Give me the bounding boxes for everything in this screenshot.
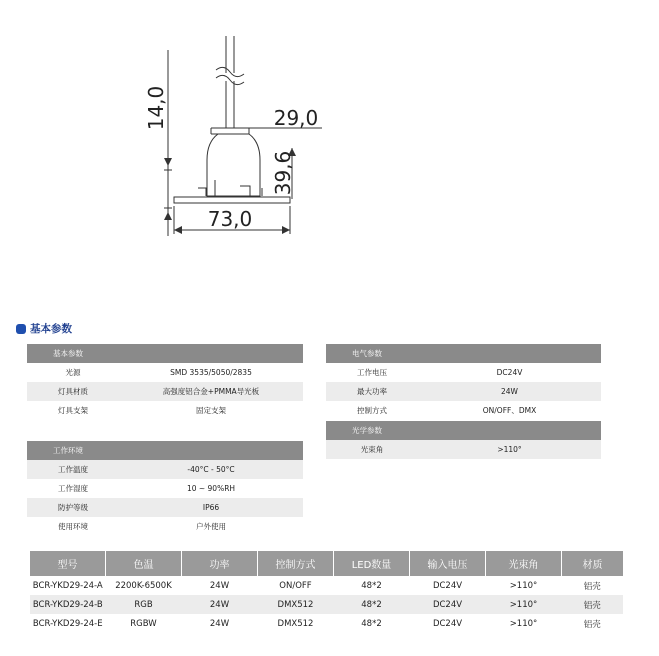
basic-params-panel xyxy=(27,344,303,420)
cell-beam-angle: >110° xyxy=(509,580,538,591)
col-header-cct: 色温 xyxy=(106,551,182,576)
param-value: 10 ~ 90%RH xyxy=(186,484,236,493)
param-row xyxy=(27,498,303,517)
param-key: 工作温度 xyxy=(58,465,88,474)
cell-model: BCR-YKD29-24-A xyxy=(32,580,103,591)
cell-control: ON/OFF xyxy=(279,580,312,591)
cell-voltage: DC24V xyxy=(410,595,486,614)
dim-height-cable: 14,0 xyxy=(144,85,168,131)
col-header-material: 材质 xyxy=(562,551,624,576)
cell-cct: RGB xyxy=(106,595,182,614)
cell-beam-angle: >110° xyxy=(509,618,538,629)
param-value: 户外使用 xyxy=(196,522,226,531)
col-header-control: 控制方式 xyxy=(258,551,334,576)
col-header-voltage: 输入电压 xyxy=(410,551,486,576)
param-row xyxy=(326,382,601,401)
dim-total-width: 73,0 xyxy=(207,207,253,231)
cell-beam-angle: >110° xyxy=(486,595,562,614)
cell-cct: 2200K-6500K xyxy=(115,580,172,591)
param-row xyxy=(27,363,303,382)
param-row xyxy=(27,479,303,498)
param-key: 控制方式 xyxy=(357,406,387,415)
table-row xyxy=(30,614,623,633)
param-key: 工作湿度 xyxy=(58,484,88,493)
cell-cct: RGBW xyxy=(130,618,157,629)
param-row xyxy=(27,401,303,420)
col-header-led-count: LED数量 xyxy=(334,551,410,576)
param-key: 光束角 xyxy=(360,445,384,454)
cell-control: DMX512 xyxy=(277,618,314,629)
cable-line xyxy=(226,36,234,128)
electrical-header: 电气参数 xyxy=(326,344,601,363)
cell-voltage: DC24V xyxy=(432,618,463,629)
table-row xyxy=(30,595,623,614)
dimension-drawing xyxy=(0,0,659,300)
cell-power: 24W xyxy=(182,595,258,614)
base-plate xyxy=(174,197,290,203)
col-header-power: 功率 xyxy=(182,551,258,576)
cell-material: 铝壳 xyxy=(562,595,624,614)
electrical-panel xyxy=(326,344,601,420)
cell-control: DMX512 xyxy=(258,595,334,614)
bullet-icon xyxy=(16,324,26,334)
cable-break xyxy=(216,67,244,84)
param-key: 最大功率 xyxy=(357,387,387,396)
optical-header: 光学参数 xyxy=(326,421,601,440)
param-value: DC24V xyxy=(496,368,523,377)
param-key: 工作电压 xyxy=(357,368,387,377)
param-value: 24W xyxy=(501,387,518,396)
cell-led-count: 48*2 xyxy=(361,580,382,591)
cell-power: 24W xyxy=(209,580,230,591)
section-title xyxy=(16,321,72,336)
param-row xyxy=(27,517,303,536)
table-header-row xyxy=(30,551,623,576)
col-header-model: 型号 xyxy=(30,551,106,576)
cell-model: BCR-YKD29-24-B xyxy=(30,595,106,614)
param-key: 灯具材质 xyxy=(58,387,88,396)
cell-power: 24W xyxy=(209,618,230,629)
param-value: 高强度铝合金+PMMA导光板 xyxy=(162,387,260,396)
param-value: ON/OFF、DMX xyxy=(482,406,537,415)
param-row xyxy=(27,460,303,479)
environment-header: 工作环境 xyxy=(27,441,303,460)
param-value: 固定支架 xyxy=(196,406,226,415)
cell-model: BCR-YKD29-24-E xyxy=(32,618,103,629)
col-header-beam-angle: 光束角 xyxy=(486,551,562,576)
param-key: 光源 xyxy=(65,368,81,377)
cell-led-count: 48*2 xyxy=(334,595,410,614)
param-row xyxy=(27,382,303,401)
param-value: >110° xyxy=(497,445,522,454)
param-row xyxy=(326,401,601,420)
spec-table xyxy=(30,551,623,633)
table-row xyxy=(30,576,623,595)
param-value: SMD 3535/5050/2835 xyxy=(170,368,252,377)
dim-body-height: 39,6 xyxy=(271,150,295,196)
param-row xyxy=(326,363,601,382)
cell-material: 铝壳 xyxy=(583,619,601,630)
param-value: -40°C - 50°C xyxy=(187,465,235,474)
param-key: 灯具支架 xyxy=(58,406,88,415)
environment-panel xyxy=(27,441,303,536)
basic-params-header: 基本参数 xyxy=(27,344,303,363)
param-key: 防护等级 xyxy=(58,503,88,512)
cell-voltage: DC24V xyxy=(432,580,463,591)
param-row xyxy=(326,440,601,459)
cell-material: 铝壳 xyxy=(583,581,601,592)
section-title-text: 基本参数 xyxy=(30,323,72,335)
dim-cable-width: 29,0 xyxy=(273,106,319,130)
optical-panel xyxy=(326,421,601,459)
cell-led-count: 48*2 xyxy=(361,618,382,629)
param-key: 使用环境 xyxy=(58,522,88,531)
param-value: IP66 xyxy=(202,503,220,512)
